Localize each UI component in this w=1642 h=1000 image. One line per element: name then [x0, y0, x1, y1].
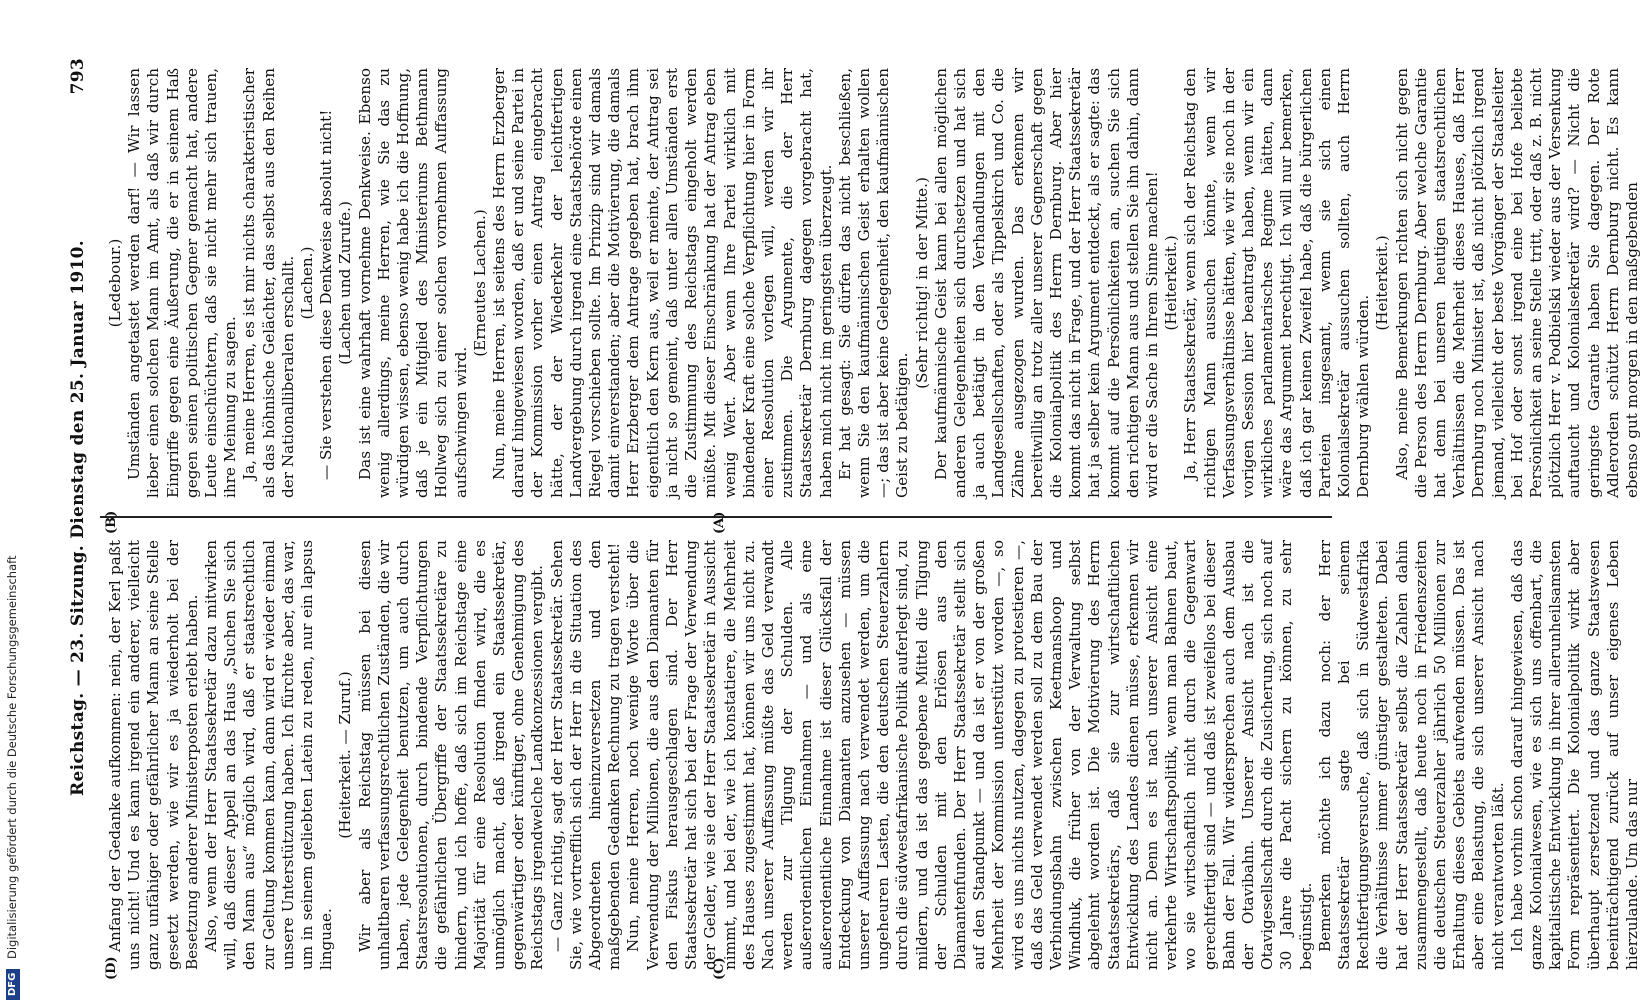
- margin-marker-a: (A): [712, 511, 727, 534]
- paragraph: Das ist eine wahrhaft vornehme Denkweise. Ebenso wenig allerdings, meine Herren, wie Sie das zu würdigen wissen, ebenso wenig habe ich die Hoffnung, daß je ein Mitglied des Ministeriums Bethmann Hollweg sich zu einer solchen vornehmen Auffassung aufschwingen wird.: [355, 68, 470, 498]
- paragraph: Er hat gesagt: Sie dürfen das nicht beschließen, wenn Sie den kaufmännischen Geist erhalten wollen —; das ist aber keine Gelegenheit, den kaufmännischen Geist zu betätigen.: [835, 68, 912, 498]
- paragraph: Ja, meine Herren, es ist mir nichts charakteristischer als das höhnische Gelächter, das selbst aus den Reihen der Nationalliberalen erschallt.: [240, 68, 297, 498]
- paragraph: — Sie verstehen diese Denkweise absolut nicht!: [317, 109, 336, 480]
- paragraph: Nun, meine Herren, noch wenige Worte über die Verwendung der Millionen, die aus den Diamanten für den Fiskus herausgeschlagen sind. Der Herr Staatssekretär hat sich bei der Frage der Verwendung der Gelder, wie sie der Herr Staatssekretär in Aussicht nimmt, und bei der, wie ich konstatiere, die Mehrheit des Hauses zugestimmt hat, können wir uns nicht zu. Nach unserer Auffassung müßte das Geld verwandt werden zur Tilgung der Schulden. Alle außerordentlichen Einnahmen — und als eine außerordentliche Einnahme ist dieser Glücksfall der Entdeckung von Diamanten anzusehen — müssen unserer Auffassung nach verwendet werden, um die ungeheuren Lasten, die den deutschen Steuerzahlern durch die südwestafrikanische Politik auferlegt sind, zu mildern, und da ist das gegebene Mittel die Tilgung der Schulden mit den Erlösen aus den Diamantenfunden. Der Herr Staatssekretär stellt sich auf den Standpunkt — und da ist er von der großen Mehrheit der Kommission unterstützt worden —, so wird es uns nichts nutzen, dagegen zu protestieren —, daß das Geld verwendet werden soll zu dem Bau der Verbindungsbahn zwischen Keetmanshoop und Windhuk, die früher von der Verwaltung selbst abgelehnt worden ist. Die Motivierung des Herrn Staatssekretärs, daß sie zur wirtschaftlichen Entwicklung des Landes dienen müsse, erkennen wir nicht an. Denn es ist nach unserer Ansicht eine verkehrte Wirtschaftspolitik, wenn man Bahnen baut, wo sie wirtschaftlich nicht durch die Gegenwart gerechtfertigt sind — und daß ist zweifellos bei dieser Bahn der Fall. Wir widersprechen auch dem Ausbau der Otavibahn. Unserer Ansicht nach ist die Otavigesellschaft durch die Zusicherung, sich noch auf 30 Jahre die Pacht sichern zu können, zu sehr begünstigt.: [624, 540, 1315, 970]
- paragraph: Anfang der Gedanke aufkommen: nein, der Kerl paßt uns nicht! Und es kann irgend ein anderer, vielleicht ganz unfähiger oder gefährlicher Mann an seine Stelle gesetzt werden, wie wir es ja wiederholt bei der Besetzung anderer Ministerposten erlebt haben.: [106, 540, 201, 970]
- left-text-column: [106, 540, 1642, 970]
- paragraph: (Heiterkeit.): [1162, 235, 1181, 331]
- paragraph: (Heiterkeit.): [1373, 235, 1392, 331]
- scanned-page: [52, 58, 1642, 980]
- digitization-credit: [2, 0, 22, 1000]
- header-title: Reichstag. — 23. Sitzung. Dienstag den 25. Januar 1910.: [68, 240, 88, 796]
- paragraph: Nun, meine Herren, ist seitens des Herrn Erzberger darauf hingewiesen worden, daß er und seine Partei in der Kommission vorher einen Antrag eingebracht hätte, der der Wiederkehr der leichtfertigen Landvergebung durch irgend eine Staatsbehörde einen Riegel vorschieben sollte. Im Prinzip sind wir damals damit einverstanden; aber die Motivierung, die damals Herr Erzberger dem Antrage gegeben hat, brach ihm eigentlich den Kern aus, weil er meinte, der Antrag sei ja nicht so gemeint, daß unter allen Umständen erst die Zustimmung des Reichstags eingeholt werden müßte. Mit dieser Einschränkung hat der Antrag eben wenig Wert. Aber wenn Ihre Partei wirklich mit bindender Kraft eine solche Verpflichtung hier in Form einer Resolution vorlegen will, werden wir ihr zustimmen. Die Argumente, die der Herr Staatssekretär Dernburg dagegen vorgebracht hat, haben mich nicht im geringsten überzeugt.: [490, 68, 835, 498]
- page-number: 793: [68, 58, 88, 95]
- paragraph: — Ganz richtig, sagt der Herr Staatssekretär. Sehen Sie, wie vortrefflich sich der Herr in die Situation des Abgeordneten hineinzuversetzen und den maßgebenden Gedanken Rechnung zu tragen versteht!: [547, 540, 624, 970]
- paragraph: Ja, Herr Staatssekretär, wenn sich der Reichstag den richtigen Mann aussuchen könnte, wenn wir Verfassungsverhältnisse hätten, wie wir sie noch in der vorigen Session hier beantragt haben, wenn wir ein wirkliches parlamentarisches Regime hätten, dann wäre das Argument berechtigt. Ich will nur bemerken, daß ich gar keinen Zweifel habe, daß die bürgerlichen Parteien insgesamt, wenn sie sich einen Kolonialsekretär aussuchen sollten, auch Herrn Dernburg wählen würden.: [1181, 68, 1373, 498]
- dfg-logo: DFG: [6, 969, 20, 1000]
- paragraph: (Heiterkeit. — Zuruf.): [336, 671, 355, 839]
- paragraph: (Erneutes Lachen.): [470, 209, 489, 357]
- page-header: [66, 58, 94, 978]
- margin-marker-c: (C): [712, 957, 727, 980]
- credit-text: Digitalisierung gefördert durch die Deutsche Forschungsgemeinschaft: [5, 555, 19, 959]
- paragraph: Umständen angetastet werden darf! — Wir lassen lieber einen solchen Mann im Amt, als daß wir durch Eingriffe gegen eine Äußerung, die er in seinem Haß gegen seinen politischen Gegner gemacht hat, andere Leute einschüchtern, daß sie nicht mehr sich trauen, ihre Meinung zu sagen.: [125, 68, 240, 498]
- paragraph: Also, meine Bemerkungen richten sich nicht gegen die Person des Herrn Dernburg. Aber welche Garantie hat denn bei unseren heutigen staatsrechtlichen Verhältnissen die Mehrheit dieses Hauses, daß Herr Dernburg noch Minister ist, daß nicht plötzlich irgend jemand, vielleicht der beste Vorgänger der Staatsleiter bei Hof oder sonst irgend eine bei Hofe beliebte Persönlichkeit an seine Stelle tritt, oder daß z. B. nicht plötzlich Herr v. Podbielski wieder aus der Versenkung auftaucht und Kolonialsekretär wird? — Nicht die geringste Garantie haben Sie dagegen. Der Rote Adlerorden schützt Herrn Dernburg nicht. Es kann ebenso gut morgen in den maßgebenden: [1392, 68, 1642, 498]
- margin-marker-b: (B): [104, 510, 119, 534]
- paragraph: Ich habe vorhin schon darauf hingewiesen, daß das ganze Kolonialwesen, wie es sich uns offenbart, die kapitalistische Entwicklung in ihrer allerunheilsamsten Form repräsentiert. Die Kolonialpolitik wirkt aber überhaupt zersetzend und das ganze Staatswesen beeinträchtigend zurück auf unser eigenes Leben hierzulande. Um das nur: [1507, 540, 1642, 970]
- paragraph: Also, wenn der Herr Staatssekretär dazu mitwirken will, daß dieser Appell an das Haus „Suchen Sie sich den Mann aus“ möglich wird, daß er staatsrechtlich zur Geltung kommen kann, dann wird er wieder einmal unsere Unterstützung haben. Ich fürchte aber, das war, um in seinem geliebten Latein zu reden, nur ein lapsus linguae.: [202, 540, 336, 970]
- paragraph: (Lachen.): [298, 246, 317, 320]
- paragraph: Wir aber als Reichstag müssen bei diesen unhaltbaren verfassungsrechtlichen Zuständen, die wir haben, jede Gelegenheit benutzen, um auch durch Staatsresolutionen, durch bindende Verpflichtungen die gefährlichen Übergriffe der Staatssekretäre zu hindern, und ich hoffe, daß sich im Reichstage eine Majorität für eine Resolution finden wird, die es unmöglich macht, daß irgend ein Staatssekretär, gegenwärtiger oder künftiger, ohne Genehmigung des Reichstags irgendwelche Landkonzessionen vergibt.: [355, 540, 547, 970]
- margin-marker-d: (D): [104, 956, 119, 980]
- rotated-newspaper-page: [52, 58, 1642, 980]
- paragraph: (Sehr richtig! in der Mitte.): [912, 177, 931, 389]
- paragraph: Bemerken möchte ich dazu noch: der Herr Staatssekretär sagte bei seinem Rechtfertigungsversuche, daß sich in Südwestafrika die Verhältnisse immer günstiger gestalteten. Dabei hat der Herr Staatssekretär selbst die Zahlen dahin zusammengestellt, daß heute noch in Friedenszeiten die deutschen Steuerzahler jährlich 50 Millionen zur Erhaltung dieses Gebiets aufwenden müssen. Das ist aber eine Belastung, die sich unserer Ansicht nach nicht verantworten läßt.: [1315, 540, 1507, 970]
- right-text-column: [106, 68, 1642, 498]
- paragraph: Der kaufmännische Geist kann bei allen möglichen anderen Gelegenheiten sich durchsetzen und hat sich ja auch betätigt in den Verhandlungen mit den Landgesellschaften, oder als Tippelskirch und Co. die Zähne ausgezogen wurden. Das erkennen wir bereitwillig an trotz aller unserer Gegnerschaft gegen die Kolonialpolitik des Herrn Dernburg. Aber hier kommt das nicht in Frage, und der Herr Staatssekretär hat ja selber kein Argument entdeckt, als er sagte: das kommt auf die Persönlichkeiten an, suchen Sie sich den richtigen Mann aus und stellen Sie ihn dahin, dann wird er die Sache in Ihrem Sinne machen!: [931, 68, 1161, 498]
- paragraph: (Ledebour.): [106, 238, 124, 328]
- paragraph: (Lachen und Zurufe.): [336, 201, 355, 365]
